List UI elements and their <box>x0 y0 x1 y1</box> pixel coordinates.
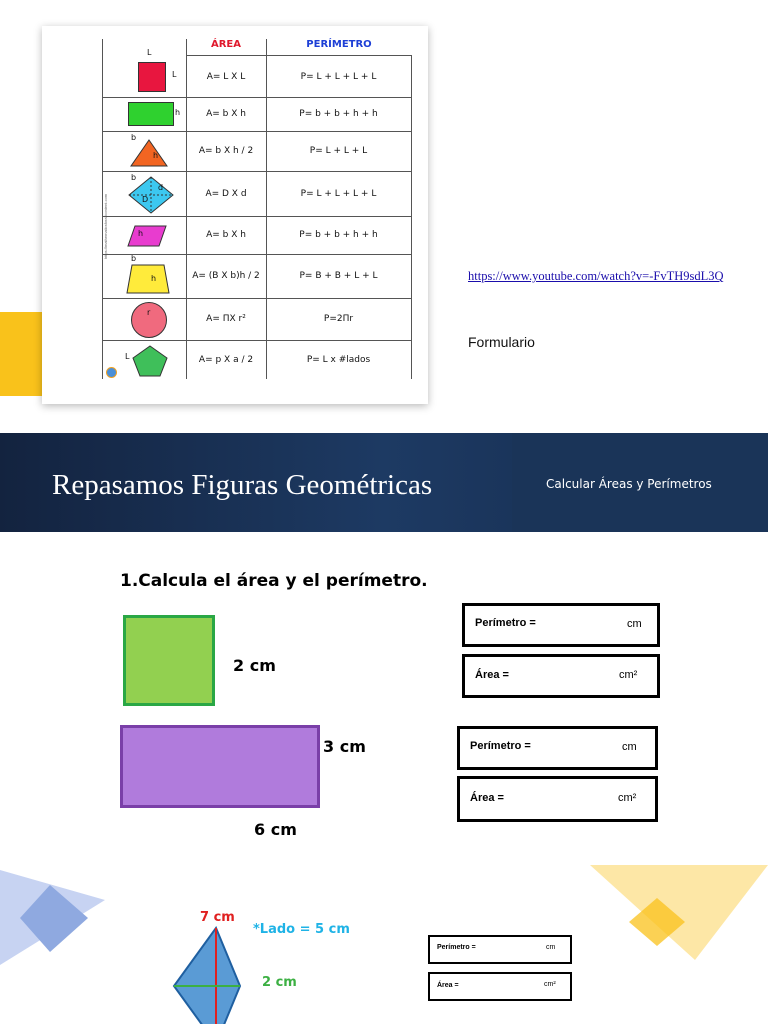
formula-table <box>102 39 412 379</box>
perimeter-formula: P= L + L + L + L <box>300 71 377 82</box>
pentagon-shape <box>132 345 168 377</box>
area-formula: A= b X h <box>206 109 246 119</box>
formulario-label: Formulario <box>468 334 535 350</box>
blue-diamond-decoration <box>0 870 110 1020</box>
formula-row-circle: r A= ΠX r² P=2Πr <box>102 298 412 341</box>
perimeter-formula: P= L + L + L <box>309 146 368 156</box>
area-formula: A= L X L <box>206 71 246 82</box>
slide-title: Repasamos Figuras Geométricas <box>52 469 433 501</box>
logo-icon <box>106 367 117 378</box>
rectangle-shape <box>128 102 174 126</box>
formula-row-rhombus: b d D A= D X d P= L + L + L + L <box>102 171 412 217</box>
trapezoid-shape <box>126 264 170 294</box>
formula-row-triangle: b h A= b X h / 2 P= L + L + L <box>102 131 412 172</box>
area-header: ÁREA <box>210 39 241 50</box>
formula-row-rectangle: h A= b X h P= b + b + h + h <box>102 97 412 132</box>
rhombus-inner-label: 2 cm <box>262 975 297 990</box>
green-square <box>123 615 215 706</box>
slide-title-banner <box>0 433 768 532</box>
perimeter-formula: P=2Πr <box>323 314 354 324</box>
perimeter-formula: P= B + B + L + L <box>299 271 378 281</box>
purple-rectangle <box>120 725 320 808</box>
side-url-text: https://mathematicsforallcontent.com <box>103 193 108 259</box>
rect-height-label: 3 cm <box>323 737 366 756</box>
exercise-title: 1.Calcula el área y el perímetro. <box>120 571 428 591</box>
formula-row-parallelogram: h A= b X h P= b + b + h + h <box>102 216 412 255</box>
formula-table-image <box>42 26 428 404</box>
blue-rhombus <box>172 926 242 1024</box>
area-formula: A= p X a / 2 <box>198 354 254 365</box>
slide-subtitle: Calcular Áreas y Perímetros <box>546 477 712 491</box>
yellow-diamond-decoration <box>585 860 768 1020</box>
youtube-link[interactable]: https://www.youtube.com/watch?v=-FvTH9sdL3Q <box>468 269 724 283</box>
perimeter-answer-box[interactable]: Perímetro = cm <box>462 603 660 647</box>
parallelogram-shape <box>127 225 167 247</box>
perimeter-formula: P= L + L + L + L <box>300 188 377 199</box>
rhombus-side-note: *Lado = 5 cm <box>253 922 350 937</box>
area-formula: A= (B X b)h / 2 <box>192 271 260 281</box>
formula-row-pentagon: L A= p X a / 2 P= L x #lados <box>102 340 412 379</box>
area-answer-box[interactable]: Área = cm² <box>462 654 660 698</box>
formula-row-square: L L A= L X L P= L + L + L + L <box>102 56 412 98</box>
rect-width-label: 6 cm <box>254 820 297 839</box>
perimeter-answer-box[interactable]: Perímetro = cm <box>457 726 658 770</box>
area-formula: A= b X h / 2 <box>198 146 254 156</box>
area-formula: A= ΠX r² <box>206 314 246 324</box>
area-answer-box[interactable]: Área = cm² <box>457 776 658 822</box>
perimeter-answer-box[interactable]: Perímetro = cm <box>428 935 572 964</box>
yellow-decoration <box>0 312 44 396</box>
perimeter-formula: P= b + b + h + h <box>299 109 378 119</box>
square-side-label: 2 cm <box>233 656 276 675</box>
perimeter-header: PERÍMETRO <box>306 39 372 50</box>
perimeter-formula: P= b + b + h + h <box>299 230 378 240</box>
area-formula: A= b X h <box>206 230 246 240</box>
formula-row-trapezoid: b h A= (B X b)h / 2 P= B + B + L + L <box>102 254 412 299</box>
square-shape <box>138 62 166 92</box>
area-formula: A= D X d <box>205 188 247 199</box>
area-answer-box[interactable]: Área = cm² <box>428 972 572 1001</box>
rhombus-top-label: 7 cm <box>200 910 235 925</box>
triangle-shape <box>130 139 168 167</box>
rhombus-shape <box>128 176 174 214</box>
perimeter-formula: P= L x #lados <box>306 354 371 365</box>
